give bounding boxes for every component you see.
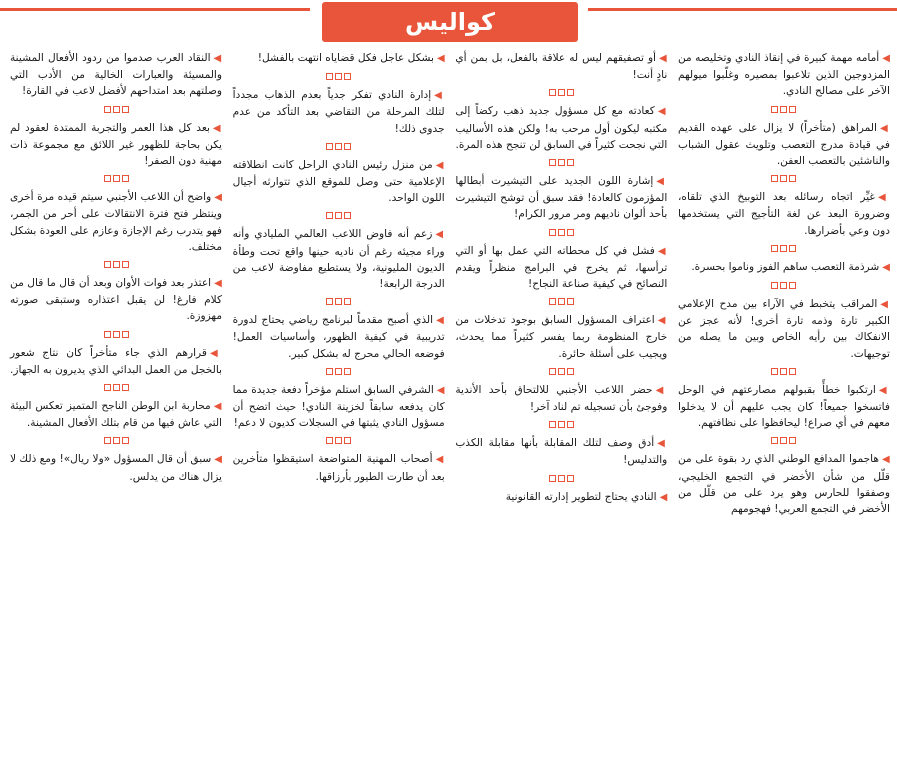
bullet-triangle-icon: ◀ <box>436 315 445 327</box>
square-icon <box>326 143 333 150</box>
square-icon <box>104 261 111 268</box>
square-icon <box>789 106 796 113</box>
news-item-text: المراهق (متأخراً) لا يزال على عهده القديم في قيادة مدرج التعصب وتلويث عقول الشباب والناشئين بالتعصب العفن. <box>677 121 890 168</box>
bullet-triangle-icon: ◀ <box>657 438 668 450</box>
news-item-text: ارتكبوا خطأً بقبولهم مصارعتهم في الوحل فاتسخوا جميعاً! كان يجب عليهم أن لا يدخلوا معهم في أي صراع! ليحافظوا على نظافتهم. <box>677 383 890 430</box>
separator-squares <box>455 368 667 375</box>
news-item <box>455 50 667 83</box>
page-title: كواليس <box>405 8 495 36</box>
square-icon <box>104 437 111 444</box>
separator-squares <box>233 212 445 219</box>
separator-squares <box>10 106 222 113</box>
bullet-triangle-icon: ◀ <box>657 315 668 327</box>
column-4 <box>10 50 222 758</box>
bullet-triangle-icon: ◀ <box>209 347 222 359</box>
separator-squares <box>233 368 445 375</box>
news-item <box>233 312 445 362</box>
bullet-triangle-icon: ◀ <box>213 53 222 64</box>
square-icon <box>567 298 574 305</box>
square-icon <box>326 368 333 375</box>
news-item <box>455 243 667 293</box>
square-icon <box>549 421 556 428</box>
separator-squares <box>10 384 222 391</box>
square-icon <box>771 368 778 375</box>
separator-squares <box>233 73 445 80</box>
bullet-triangle-icon: ◀ <box>214 192 222 204</box>
square-icon <box>567 421 574 428</box>
square-icon <box>344 298 351 305</box>
header-rule-right <box>588 8 897 11</box>
bullet-triangle-icon: ◀ <box>436 53 445 64</box>
news-item-text: شرذمة التعصب ساهم الفوز وناموا بحسرة. <box>691 260 880 273</box>
separator-squares <box>10 437 222 444</box>
news-item <box>678 382 890 432</box>
bullet-triangle-icon: ◀ <box>882 53 890 64</box>
news-item-text: الشرفي السابق استلم مؤخراً دفعة جديدة مما كان يدفعه سابقاً لخزينة النادي! حيث اتضح أن مسؤول النادي يثبتها في السجلات كديون لا دعم! <box>232 383 445 430</box>
news-item <box>10 345 222 378</box>
bullet-triangle-icon: ◀ <box>214 454 222 466</box>
column-1 <box>678 50 890 758</box>
square-icon <box>326 73 333 80</box>
bullet-triangle-icon: ◀ <box>879 122 890 134</box>
news-item-text: غيِّر اتجاه رسائله بعد التوبيخ الذي تلقاه، وضرورة البعد عن لغة التأجيج التي يستخدمها دون وعي بأضرارها. <box>677 191 890 237</box>
square-icon <box>344 143 351 150</box>
square-icon <box>567 368 574 375</box>
square-icon <box>344 437 351 444</box>
news-item <box>233 87 445 137</box>
square-icon <box>789 245 796 252</box>
square-icon <box>344 73 351 80</box>
square-icon <box>558 475 565 482</box>
bullet-triangle-icon: ◀ <box>656 176 668 188</box>
news-item-text: بعد كل هذا العمر والتجربة الممتدة لعقود لم يكن بحاجة للظهور غير اللائق مع مجموعة ذات مهنية دون الصفر! <box>10 121 222 168</box>
news-item-text: أمامه مهمة كبيرة في إنقاذ النادي وتخليصه من المزدوجين الذين تلاعبوا بمصيره وغلّبوا ميولهم الآخر على مصالح النادي. <box>677 52 890 98</box>
news-item <box>233 382 445 432</box>
square-icon <box>335 437 342 444</box>
square-icon <box>789 368 796 375</box>
square-icon <box>122 261 129 268</box>
square-icon <box>780 282 787 289</box>
square-icon <box>549 229 556 236</box>
square-icon <box>780 368 787 375</box>
news-item <box>455 312 667 362</box>
news-item-text: قرارهم الذي جاء متأخراً كان نتاج شعور بالخجل من العمل البدائي الذي يديرون به الجهاز. <box>10 346 222 376</box>
square-icon <box>558 89 565 96</box>
news-item <box>10 398 222 431</box>
bullet-triangle-icon: ◀ <box>435 454 445 466</box>
square-icon <box>113 437 120 444</box>
news-item-text: اعتراف المسؤول السابق بوجود تدخلات من خارج المنظومة ربما يفسر كثيراً مما يحدث، ويجيب على أسئلة حائرة. <box>455 314 668 360</box>
square-icon <box>104 175 111 182</box>
square-icon <box>549 298 556 305</box>
bullet-triangle-icon: ◀ <box>436 384 445 396</box>
square-icon <box>344 212 351 219</box>
separator-squares <box>10 331 222 338</box>
square-icon <box>567 475 574 482</box>
news-item-text: اعتذر بعد فوات الأوان وبعد أن قال ما قال من كلام فارغ! لن يقبل اعتذاره وستبقى صورته مهزوزة. <box>10 277 222 323</box>
news-item <box>678 120 890 170</box>
article-columns <box>10 50 890 758</box>
header-rule-left <box>0 8 310 11</box>
news-item-text: كعادته مع كل مسؤول جديد ذهب ركضاً إلى مكتبه ليكون أول مرحب به! ولكن هذه الأساليب التي نجحت كثيراً في السابق لن تنجح هذه المرة. <box>455 105 668 151</box>
separator-squares <box>10 261 222 268</box>
square-icon <box>771 175 778 182</box>
news-item-text: النادي يحتاج لتطوير إدارته القانونية <box>505 490 657 503</box>
bullet-triangle-icon: ◀ <box>881 454 890 466</box>
bullet-triangle-icon: ◀ <box>213 401 222 413</box>
square-icon <box>549 475 556 482</box>
square-icon <box>335 143 342 150</box>
separator-squares <box>455 89 667 96</box>
square-icon <box>789 175 796 182</box>
square-icon <box>771 437 778 444</box>
square-icon <box>113 384 120 391</box>
square-icon <box>771 245 778 252</box>
news-item <box>455 489 667 506</box>
square-icon <box>780 106 787 113</box>
square-icon <box>780 437 787 444</box>
news-item <box>678 296 890 362</box>
column-2 <box>455 50 667 758</box>
bullet-triangle-icon: ◀ <box>878 384 890 396</box>
news-item-text: بشكل عاجل فكل قضاياه انتهت بالفشل! <box>257 52 434 64</box>
news-item <box>678 50 890 100</box>
square-icon <box>558 421 565 428</box>
square-icon <box>567 89 574 96</box>
news-item-text: سبق أن قال المسؤول «ولا ريال»! ومع ذلك لا يزال هناك من يدلس. <box>10 453 222 483</box>
news-item-text: حضر اللاعب الأجنبي للالتحاق بأحد الأندية وفوجئ بأن تسجيله تم لناد آخر! <box>455 383 668 414</box>
news-item-text: واضح أن اللاعب الأجنبي سيتم قيده مرة أخرى وينتظر فتح فترة الانتقالات على أحر من الجمر، فهو يتدرب رغم الإجازة وعازم على العودة بشكل مختلف. <box>10 191 222 253</box>
separator-squares <box>455 475 667 482</box>
column-3 <box>233 50 445 758</box>
square-icon <box>104 331 111 338</box>
square-icon <box>122 384 129 391</box>
news-item <box>233 50 445 67</box>
bullet-triangle-icon: ◀ <box>212 122 222 134</box>
bullet-triangle-icon: ◀ <box>655 384 668 396</box>
square-icon <box>771 106 778 113</box>
square-icon <box>567 229 574 236</box>
square-icon <box>326 298 333 305</box>
square-icon <box>558 298 565 305</box>
square-icon <box>789 282 796 289</box>
news-item-text: فشل في كل محطاته التي عمل بها أو التي ترأسها، ثم يخرج في البرامج منظراً ويقدم النصائح في كيفية صناعة النجاح! <box>455 244 668 291</box>
bullet-triangle-icon: ◀ <box>434 90 445 102</box>
square-icon <box>780 175 787 182</box>
square-icon <box>344 368 351 375</box>
separator-squares <box>678 106 890 113</box>
square-icon <box>113 175 120 182</box>
separator-squares <box>455 229 667 236</box>
bullet-triangle-icon: ◀ <box>659 53 668 64</box>
square-icon <box>335 212 342 219</box>
news-item-text: النقاد العرب صدموا من ردود الأفعال المشينة والمسيئة والعبارات الخالية من الأدب التي وصلتهم بعد امتداحهم لأفضل لاعب في القارة! <box>10 52 222 98</box>
news-item <box>678 189 890 239</box>
news-item <box>10 189 222 255</box>
separator-squares <box>233 143 445 150</box>
bullet-triangle-icon: ◀ <box>657 106 668 118</box>
separator-squares <box>455 298 667 305</box>
square-icon <box>771 282 778 289</box>
separator-squares <box>455 159 667 166</box>
header <box>0 0 897 42</box>
bullet-triangle-icon: ◀ <box>659 491 668 503</box>
square-icon <box>335 298 342 305</box>
news-item <box>455 435 667 468</box>
square-icon <box>549 89 556 96</box>
square-icon <box>567 159 574 166</box>
news-item-text: إدارة النادي تفكر جدياً بعدم الذهاب مجدداً لتلك المرحلة من التقاضي بعد التأكد من عدم جدوى ذلك! <box>232 89 445 135</box>
separator-squares <box>678 245 890 252</box>
news-item-text: محاربة ابن الوطن الناجح المتميز تعكس البيئة التي عاش فيها من قام بتلك الأفعال المشينة. <box>10 400 222 430</box>
square-icon <box>122 437 129 444</box>
square-icon <box>122 175 129 182</box>
bullet-triangle-icon: ◀ <box>435 229 445 241</box>
separator-squares <box>678 437 890 444</box>
separator-squares <box>10 175 222 182</box>
square-icon <box>335 368 342 375</box>
news-item <box>455 173 667 223</box>
news-item <box>10 275 222 325</box>
square-icon <box>326 437 333 444</box>
bullet-triangle-icon: ◀ <box>214 278 222 290</box>
news-item-text: الذي أصبح مقدماً لبرنامج رياضي يحتاج لدورة تدريبية في كيفية الظهور، وأساسيات العمل! فوضعه الحالي محرج له بشكل كبير. <box>232 314 445 360</box>
bullet-triangle-icon: ◀ <box>877 192 890 204</box>
square-icon <box>549 159 556 166</box>
separator-squares <box>678 175 890 182</box>
news-item-text: إشارة اللون الجديد على التيشيرت أبطالها المؤزمون كالعادة! فقد سبق أن توشح التيشيرت بأحد ألوان ناديهم ومر مرور الكرام! <box>455 175 668 221</box>
news-item <box>233 451 445 484</box>
bullet-triangle-icon: ◀ <box>657 245 668 257</box>
square-icon <box>104 384 111 391</box>
bullet-triangle-icon: ◀ <box>882 261 890 273</box>
bullet-triangle-icon: ◀ <box>880 299 890 311</box>
square-icon <box>104 106 111 113</box>
square-icon <box>113 106 120 113</box>
square-icon <box>558 368 565 375</box>
separator-squares <box>233 298 445 305</box>
news-item <box>455 103 667 153</box>
news-item-text: أو تصفيقهم ليس له علاقة بالفعل، بل بمن أي نادٍ أنت! <box>455 52 668 82</box>
separator-squares <box>233 437 445 444</box>
news-item-text: المراقب يتخبط في الآراء بين مدح الإعلامي الكبير تارة وذمه تارة أخرى! لأنه عجز عن الانفكاك بين رأيه الخاص وبين ما يصله من توجيهات. <box>677 298 890 360</box>
separator-squares <box>678 282 890 289</box>
news-item <box>455 382 667 415</box>
news-item <box>233 226 445 292</box>
title-banner <box>322 2 578 42</box>
bullet-triangle-icon: ◀ <box>435 159 445 171</box>
news-item <box>678 451 890 517</box>
news-item-text: أصحاب المهنية المتواضعة استيقظوا متأخرين بعد أن طارت الطيور بأرزاقها. <box>232 453 445 483</box>
news-item <box>10 451 222 484</box>
square-icon <box>780 245 787 252</box>
square-icon <box>122 331 129 338</box>
news-item-text: هاجموا المدافع الوطني الذي رد بقوة على من قلّل من شأن الأخضر في التجمع الخليجي، وصفقوا للحارس وهو يرد على من قلّل من الأخضر في التجمع العربي! فهجومهم <box>677 453 890 516</box>
separator-squares <box>678 368 890 375</box>
news-item <box>233 157 445 207</box>
news-item <box>678 259 890 276</box>
square-icon <box>789 437 796 444</box>
square-icon <box>558 229 565 236</box>
news-item <box>10 120 222 170</box>
news-item-text: من منزل رئيس النادي الراحل كانت انطلاقته الإعلامية حتى وصل للموقع الذي تتوارثه أجيال اللون الواحد. <box>232 158 445 205</box>
square-icon <box>113 331 120 338</box>
news-item-text: أدق وصف لتلك المقابلة بأنها مقابلة الكذب والتدليس! <box>455 437 668 467</box>
square-icon <box>558 159 565 166</box>
square-icon <box>113 261 120 268</box>
separator-squares <box>455 421 667 428</box>
news-item <box>10 50 222 100</box>
square-icon <box>335 73 342 80</box>
square-icon <box>122 106 129 113</box>
square-icon <box>326 212 333 219</box>
news-item-text: زعم أنه فاوض اللاعب العالمي المليادي وأنه وراء مجيئه رغم أن ناديه حينها واقع تحت وطأة الديون المليونية، ولا يستطيع مفاوضة لاعب من الدرجة الرابعة! <box>232 228 445 291</box>
square-icon <box>549 368 556 375</box>
